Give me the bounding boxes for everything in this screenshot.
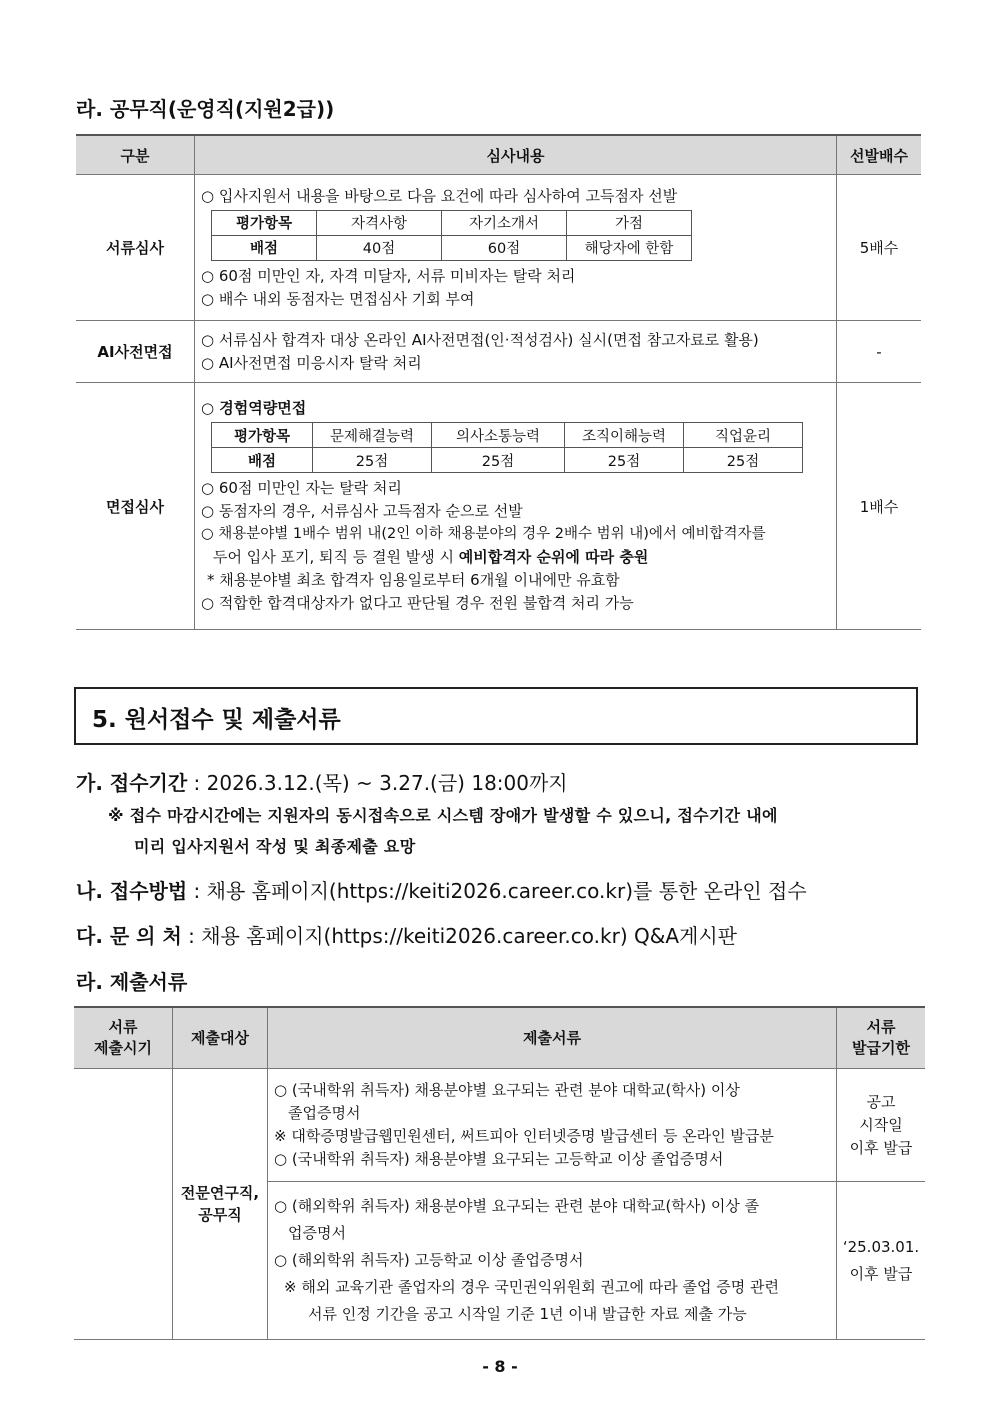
row-label-ai: AI사전면접 (76, 321, 195, 383)
inner-cell: 자기소개서 (442, 210, 567, 235)
item-ga-value: : 2026.3.12.(목) ~ 3.27.(금) 18:00까지 (187, 771, 568, 795)
item-da-value: : 채용 홈페이지(https://keiti2026.career.co.kr) Q&A게시판 (181, 924, 737, 948)
inner-cell: 의사소통능력 (432, 423, 565, 448)
target-line: 공무직 (198, 1206, 242, 1224)
interview-line: * 채용분야별 최초 합격자 임용일로부터 6개월 이내에만 유효함 (207, 571, 620, 589)
doc-req-line: 업증명서 (288, 1224, 346, 1242)
row-label-doc: 서류심사 (76, 175, 195, 321)
item-na-value: : 채용 홈페이지(https://keiti2026.career.co.kr)를 통한 온라인 접수 (187, 879, 807, 903)
doc-req-line: ※ 해외 교육기관 졸업자의 경우 국민권익위원회 권고에 따라 졸업 증명 관련 (284, 1278, 779, 1296)
target-line: 전문연구직, (180, 1184, 260, 1202)
inner-cell: 60점 (442, 235, 567, 260)
ai-line: ○ 서류심사 합격자 대상 온라인 AI사전면접(인·적성검사) 실시(면접 참고자료로 활용) (201, 330, 759, 349)
inner-cell: 25점 (432, 448, 565, 473)
inner-cell: 조직이해능력 (565, 423, 684, 448)
header-deadline-a: 서류 (866, 1018, 896, 1036)
interview-line: 두어 입사 포기, 퇴직 등 결원 발생 시 (213, 548, 459, 566)
section5-title: 5. 원서접수 및 제출서류 (92, 707, 341, 733)
doc-req-line: 서류 인정 기간을 공고 시작일 기준 1년 이내 발급한 자료 제출 가능 (308, 1305, 747, 1323)
doc-line: ○ 60점 미만인 자, 자격 미달자, 서류 미비자는 탈락 처리 (201, 266, 576, 285)
inner-cell: 가점 (567, 210, 692, 235)
doc-multiple: 5배수 (837, 175, 922, 321)
inner-cell: 배점 (212, 448, 313, 473)
header-timing-a: 서류 (108, 1018, 138, 1036)
inner-cell: 직업윤리 (684, 423, 803, 448)
header-multiple: 선발배수 (837, 135, 922, 175)
section-title: 라. 공무직(운영직(지원2급)) (76, 97, 335, 121)
interview-line: ○ 경험역량면접 (201, 399, 307, 417)
inner-cell: 해당자에 한함 (567, 235, 692, 260)
ga-note: ※ 접수 마감시간에는 지원자의 동시접속으로 시스템 장애가 발생할 수 있으니, 접수기간 내에 (108, 806, 778, 825)
deadline-line: 이후 발급 (849, 1138, 913, 1157)
item-na (76, 875, 807, 904)
deadline-line: 이후 발급 (849, 1264, 913, 1283)
ai-line: ○ AI사전면접 미응시자 탈락 처리 (201, 353, 422, 372)
page-number: - 8 - (482, 1357, 518, 1376)
interview-line: ○ 동점자의 경우, 서류심사 고득점자 순으로 선발 (201, 502, 523, 520)
screening-table (76, 134, 921, 630)
item-da (76, 920, 737, 949)
inner-cell: 배점 (212, 235, 317, 260)
doc-req-line: ○ (국내학위 취득자) 채용분야별 요구되는 고등학교 이상 졸업증명서 (274, 1150, 724, 1168)
item-da-label: 다. 문 의 처 (76, 924, 182, 948)
inner-cell: 평가항목 (212, 423, 313, 448)
header-target: 제출대상 (173, 1007, 268, 1069)
inner-cell: 40점 (317, 235, 442, 260)
doc-req-line: 졸업증명서 (288, 1104, 361, 1122)
doc-req-line: ※ 대학증명발급웹민원센터, 써트피아 인터넷증명 발급센터 등 온라인 발급분 (274, 1127, 774, 1145)
documents-table (74, 1006, 925, 1340)
timing-cell (74, 1069, 173, 1340)
deadline-line: 공고 (866, 1092, 896, 1111)
row-label-interview: 면접심사 (76, 383, 195, 630)
deadline-line: 시작일 (859, 1115, 903, 1134)
inner-cell: 25점 (684, 448, 803, 473)
doc-req-line: ○ (해외학위 취득자) 채용분야별 요구되는 관련 분야 대학교(학사) 이상 졸 (274, 1197, 760, 1215)
deadline-line: ‘25.03.01. (842, 1237, 920, 1256)
inner-cell: 평가항목 (212, 210, 317, 235)
doc-line: ○ 입사지원서 내용을 바탕으로 다음 요건에 따라 심사하여 고득점자 선발 (201, 186, 678, 205)
doc-req-line: ○ (해외학위 취득자) 고등학교 이상 졸업증명서 (274, 1251, 584, 1269)
ga-note: 미리 입사지원서 작성 및 최종제출 요망 (134, 837, 416, 856)
inner-cell: 25점 (313, 448, 432, 473)
header-timing-b: 제출시기 (94, 1039, 152, 1057)
inner-cell: 25점 (565, 448, 684, 473)
header-deadline-b: 발급기한 (852, 1039, 910, 1057)
section5-box (74, 687, 918, 745)
header-documents: 제출서류 (268, 1007, 837, 1069)
inner-cell: 문제해결능력 (313, 423, 432, 448)
interview-multiple: 1배수 (837, 383, 922, 630)
header-content: 심사내용 (195, 135, 837, 175)
inner-cell: 자격사항 (317, 210, 442, 235)
item-ra-title: 라. 제출서류 (76, 970, 188, 994)
interview-line: ○ 적합한 합격대상자가 없다고 판단될 경우 전원 불합격 처리 가능 (201, 594, 634, 612)
interview-line: ○ 60점 미만인 자는 탈락 처리 (201, 479, 402, 497)
interview-line-emphasis: 예비합격자 순위에 따라 충원 (458, 548, 649, 566)
header-category: 구분 (76, 135, 195, 175)
doc-score-table (211, 210, 692, 261)
doc-line: ○ 배수 내외 동점자는 면접심사 기회 부여 (201, 289, 475, 308)
item-ga-label: 가. 접수기간 (76, 771, 188, 795)
interview-line: ○ 채용분야별 1배수 범위 내(2인 이하 채용분야의 경우 2배수 범위 내)에서 예비합격자를 (201, 526, 766, 542)
doc-req-line: ○ (국내학위 취득자) 채용분야별 요구되는 관련 분야 대학교(학사) 이상 (274, 1081, 740, 1099)
item-na-label: 나. 접수방법 (76, 879, 188, 903)
ai-multiple: - (837, 321, 922, 383)
item-ga (76, 767, 568, 796)
interview-score-table (211, 422, 803, 473)
